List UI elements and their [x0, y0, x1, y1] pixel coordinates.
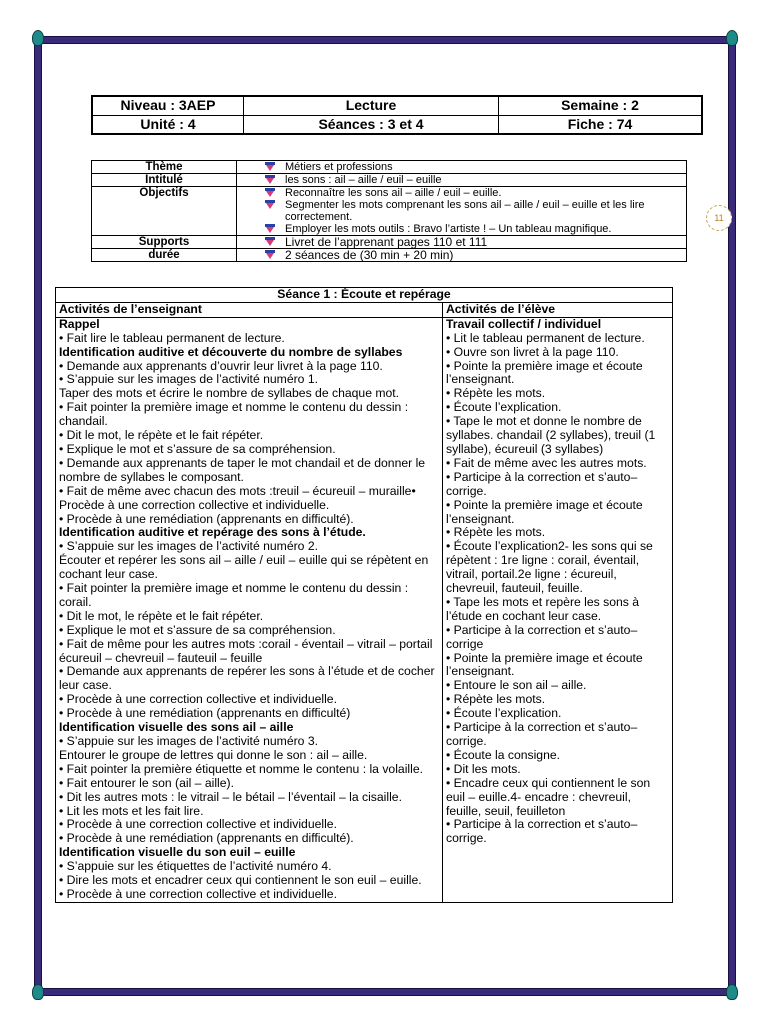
enseignant-line: • S’appuie sur les étiquettes de l’activité numéro 4. — [59, 859, 332, 874]
frame-left-border — [34, 36, 42, 994]
enseignant-line: • Explique le mot et s’assure de sa compréhension. — [59, 441, 336, 456]
unite-label: Unité : 4 — [92, 115, 244, 134]
enseignant-line: • Dit le mot, le répète et le fait répéter. — [59, 608, 264, 623]
eleve-line: • Écoute l’explication. — [446, 400, 562, 415]
eleve-line: • Écoute l’explication2- les sons qui se répètent : 1re ligne : corail, éventail, vitrail, portail.2e ligne : écureuil, chevreuil, fauteuil, feuille. — [446, 539, 653, 596]
supports-row — [92, 236, 687, 249]
eleve-line: • Pointe la première image et écoute l’enseignant. — [446, 650, 643, 679]
intitule-label: Intitulé — [92, 174, 237, 187]
eleve-line: • Tape le mot et donne le nombre de syllabes. chandail (2 syllabes), treuil (1 syllabe), écureuil (3 syllabes) — [446, 414, 656, 456]
enseignant-line: • Lit les mots et les fait lire. — [59, 803, 204, 818]
enseignant-line: • S’appuie sur les images de l’activité numéro 1. — [59, 372, 318, 387]
niveau-label: Niveau : 3AEP — [92, 96, 244, 115]
enseignant-line: • Procède à une correction collective et individuelle. — [59, 817, 337, 832]
enseignant-line: Entourer le groupe de lettres qui donne le son : ail – aille. — [59, 747, 368, 762]
enseignant-line: • Dire les mots et encadrer ceux qui contiennent le son euil – euille. — [59, 873, 422, 888]
arrow-bullet-icon — [265, 237, 275, 246]
eleve-line: • Répète les mots. — [446, 525, 546, 540]
eleve-line: • Répète les mots. — [446, 386, 546, 401]
header-table — [91, 95, 703, 135]
corner-ornament-bottom-right — [726, 984, 738, 1000]
enseignant-line: • Explique le mot et s’assure de sa compréhension. — [59, 622, 336, 637]
corner-ornament-top-left — [32, 30, 44, 46]
enseignant-line: • Procède à une remédiation (apprenants en difficulté) — [59, 706, 351, 721]
supports-value: Livret de l’apprenant pages 110 et 111 — [285, 235, 488, 249]
enseignant-line: Écouter et repérer les sons ail – aille / euil – euille qui se répètent en cochant leur case. — [59, 553, 429, 582]
eleve-line: • Participe à la correction et s’auto–corrige. — [446, 817, 638, 846]
objectifs-label: Objectifs — [92, 187, 237, 236]
theme-value: Métiers et professions — [285, 161, 393, 173]
enseignant-line: Taper des mots et écrire le nombre de syllabes de chaque mot. — [59, 386, 400, 401]
eleve-line: • Ouvre son livret à la page 110. — [446, 344, 619, 359]
eleve-line: • Entoure le son ail – aille. — [446, 678, 587, 693]
objectif-item: Segmenter les mots comprenant les sons ail – aille / euil – euille et les lire correctement. — [285, 199, 645, 223]
enseignant-line: Identification visuelle du son euil – euille — [59, 845, 296, 860]
eleve-line: • Écoute l’explication. — [446, 706, 562, 721]
supports-label: Supports — [92, 236, 237, 249]
intitule-row — [92, 174, 687, 187]
enseignant-line: • Procède à une remédiation (apprenants en difficulté). — [59, 511, 354, 526]
enseignant-line: • Demande aux apprenants de repérer les sons à l’étude et de cocher leur case. — [59, 664, 435, 693]
enseignant-line: • Fait pointer la première image et nomme le contenu du dessin : chandail. — [59, 400, 409, 429]
enseignant-line: • Procède à une correction collective et individuelle. — [59, 886, 337, 901]
corner-ornament-bottom-left — [32, 984, 44, 1000]
eleve-line: • Participe à la correction et s’auto–corrige. — [446, 469, 638, 498]
enseignant-line: • Fait pointer la première étiquette et nomme le contenu : la volaille. — [59, 761, 423, 776]
enseignant-line: • Fait de même pour les autres mots :corail - éventail – vitrail – portail écureuil – chevreuil – fauteuil – feuille — [59, 636, 433, 665]
eleve-line: • Pointe la première image et écoute l’enseignant. — [446, 497, 643, 526]
duree-label: durée — [92, 249, 237, 262]
eleve-line: • Répète les mots. — [446, 692, 546, 707]
enseignant-line: • Fait pointer la première image et nomme le contenu du dessin : corail. — [59, 581, 409, 609]
objectif-item: Employer les mots outils : Bravo l’artiste ! – Un tableau magnifique. — [285, 223, 612, 235]
column-header-enseignant: Activités de l’enseignant — [56, 302, 443, 317]
eleve-line: • Dit les mots. — [446, 761, 521, 776]
enseignant-line: • Dit le mot, le répète et le fait répéter. — [59, 428, 264, 443]
arrow-bullet-icon — [265, 224, 275, 233]
enseignant-line: • Procède à une remédiation (apprenants en difficulté). — [59, 831, 354, 846]
arrow-bullet-icon — [265, 162, 275, 171]
eleve-activities — [443, 317, 673, 902]
enseignant-line: • Fait entourer le son (ail – aille). — [59, 775, 234, 790]
eleve-line: Travail collectif / individuel — [446, 316, 602, 331]
frame-bottom-border — [34, 988, 736, 996]
duree-row — [92, 249, 687, 262]
lesson-info-table — [91, 160, 687, 262]
arrow-bullet-icon — [265, 175, 275, 184]
frame-top-border — [34, 36, 736, 44]
enseignant-line: • Demande aux apprenants d’ouvrir leur livret à la page 110. — [59, 358, 383, 373]
objectif-item: Reconnaître les sons ail – aille / euil – euille. — [285, 187, 502, 199]
enseignant-line: Identification auditive et découverte du nombre de syllabes — [59, 344, 403, 359]
enseignant-line: • Dit les autres mots : le vitrail – le bétail – l’éventail – la cisaille. — [59, 789, 402, 804]
enseignant-line: Identification visuelle des sons ail – aille — [59, 720, 294, 735]
eleve-line: • Participe à la correction et s’auto–corrige. — [446, 720, 638, 748]
fiche-label: Fiche : 74 — [499, 115, 703, 134]
enseignant-line: • S’appuie sur les images de l’activité numéro 2. — [59, 539, 318, 554]
duree-value: 2 séances de (30 min + 20 min) — [285, 248, 454, 262]
eleve-line: • Pointe la première image et écoute l’enseignant. — [446, 358, 643, 387]
corner-ornament-top-right — [726, 30, 738, 46]
theme-label: Thème — [92, 161, 237, 174]
eleve-line: • Encadre ceux qui contiennent le son euil – euille.4- encadre : chevreuil, feuille, seuil, feuilleton — [446, 775, 651, 818]
eleve-line: • Participe à la correction et s’auto–corrige — [446, 622, 638, 651]
frame-right-border — [728, 36, 736, 994]
enseignant-line: • Procède à une correction collective et individuelle. — [59, 692, 337, 707]
semaine-label: Semaine : 2 — [499, 96, 703, 115]
eleve-line: • Fait de même avec les autres mots. — [446, 455, 647, 470]
enseignant-line: • Fait lire le tableau permanent de lecture. — [59, 330, 285, 345]
lecture-label: Lecture — [244, 96, 499, 115]
enseignant-line: Rappel — [59, 316, 100, 331]
eleve-line: • Lit le tableau permanent de lecture. — [446, 330, 645, 345]
enseignant-activities — [56, 317, 443, 902]
seance-table — [55, 287, 673, 903]
enseignant-line: Identification auditive et repérage des sons à l’étude. — [59, 525, 366, 540]
seance-title: Séance 1 : Écoute et repérage — [56, 288, 673, 303]
arrow-bullet-icon — [265, 250, 275, 259]
arrow-bullet-icon — [265, 188, 275, 197]
enseignant-line: • S’appuie sur les images de l’activité numéro 3. — [59, 734, 318, 748]
arrow-bullet-icon — [265, 200, 275, 209]
eleve-line: • Écoute la consigne. — [446, 747, 561, 762]
enseignant-line: • Demande aux apprenants de taper le mot chandail et de donner le nombre de syllabes le composant. — [59, 455, 426, 484]
page-tab-badge[interactable]: 11 — [706, 205, 732, 231]
column-header-eleve: Activités de l’élève — [443, 302, 673, 317]
intitule-value: les sons : ail – aille / euil – euille — [285, 174, 442, 186]
objectifs-row — [92, 187, 687, 236]
seances-label: Séances : 3 et 4 — [244, 115, 499, 134]
eleve-line: • Tape les mots et repère les sons à l’étude en cochant leur case. — [446, 594, 640, 623]
enseignant-line: • Fait de même avec chacun des mots :treuil – écureuil – muraille• Procède à une correction collective et individuelle. — [59, 483, 416, 512]
theme-row — [92, 161, 687, 174]
